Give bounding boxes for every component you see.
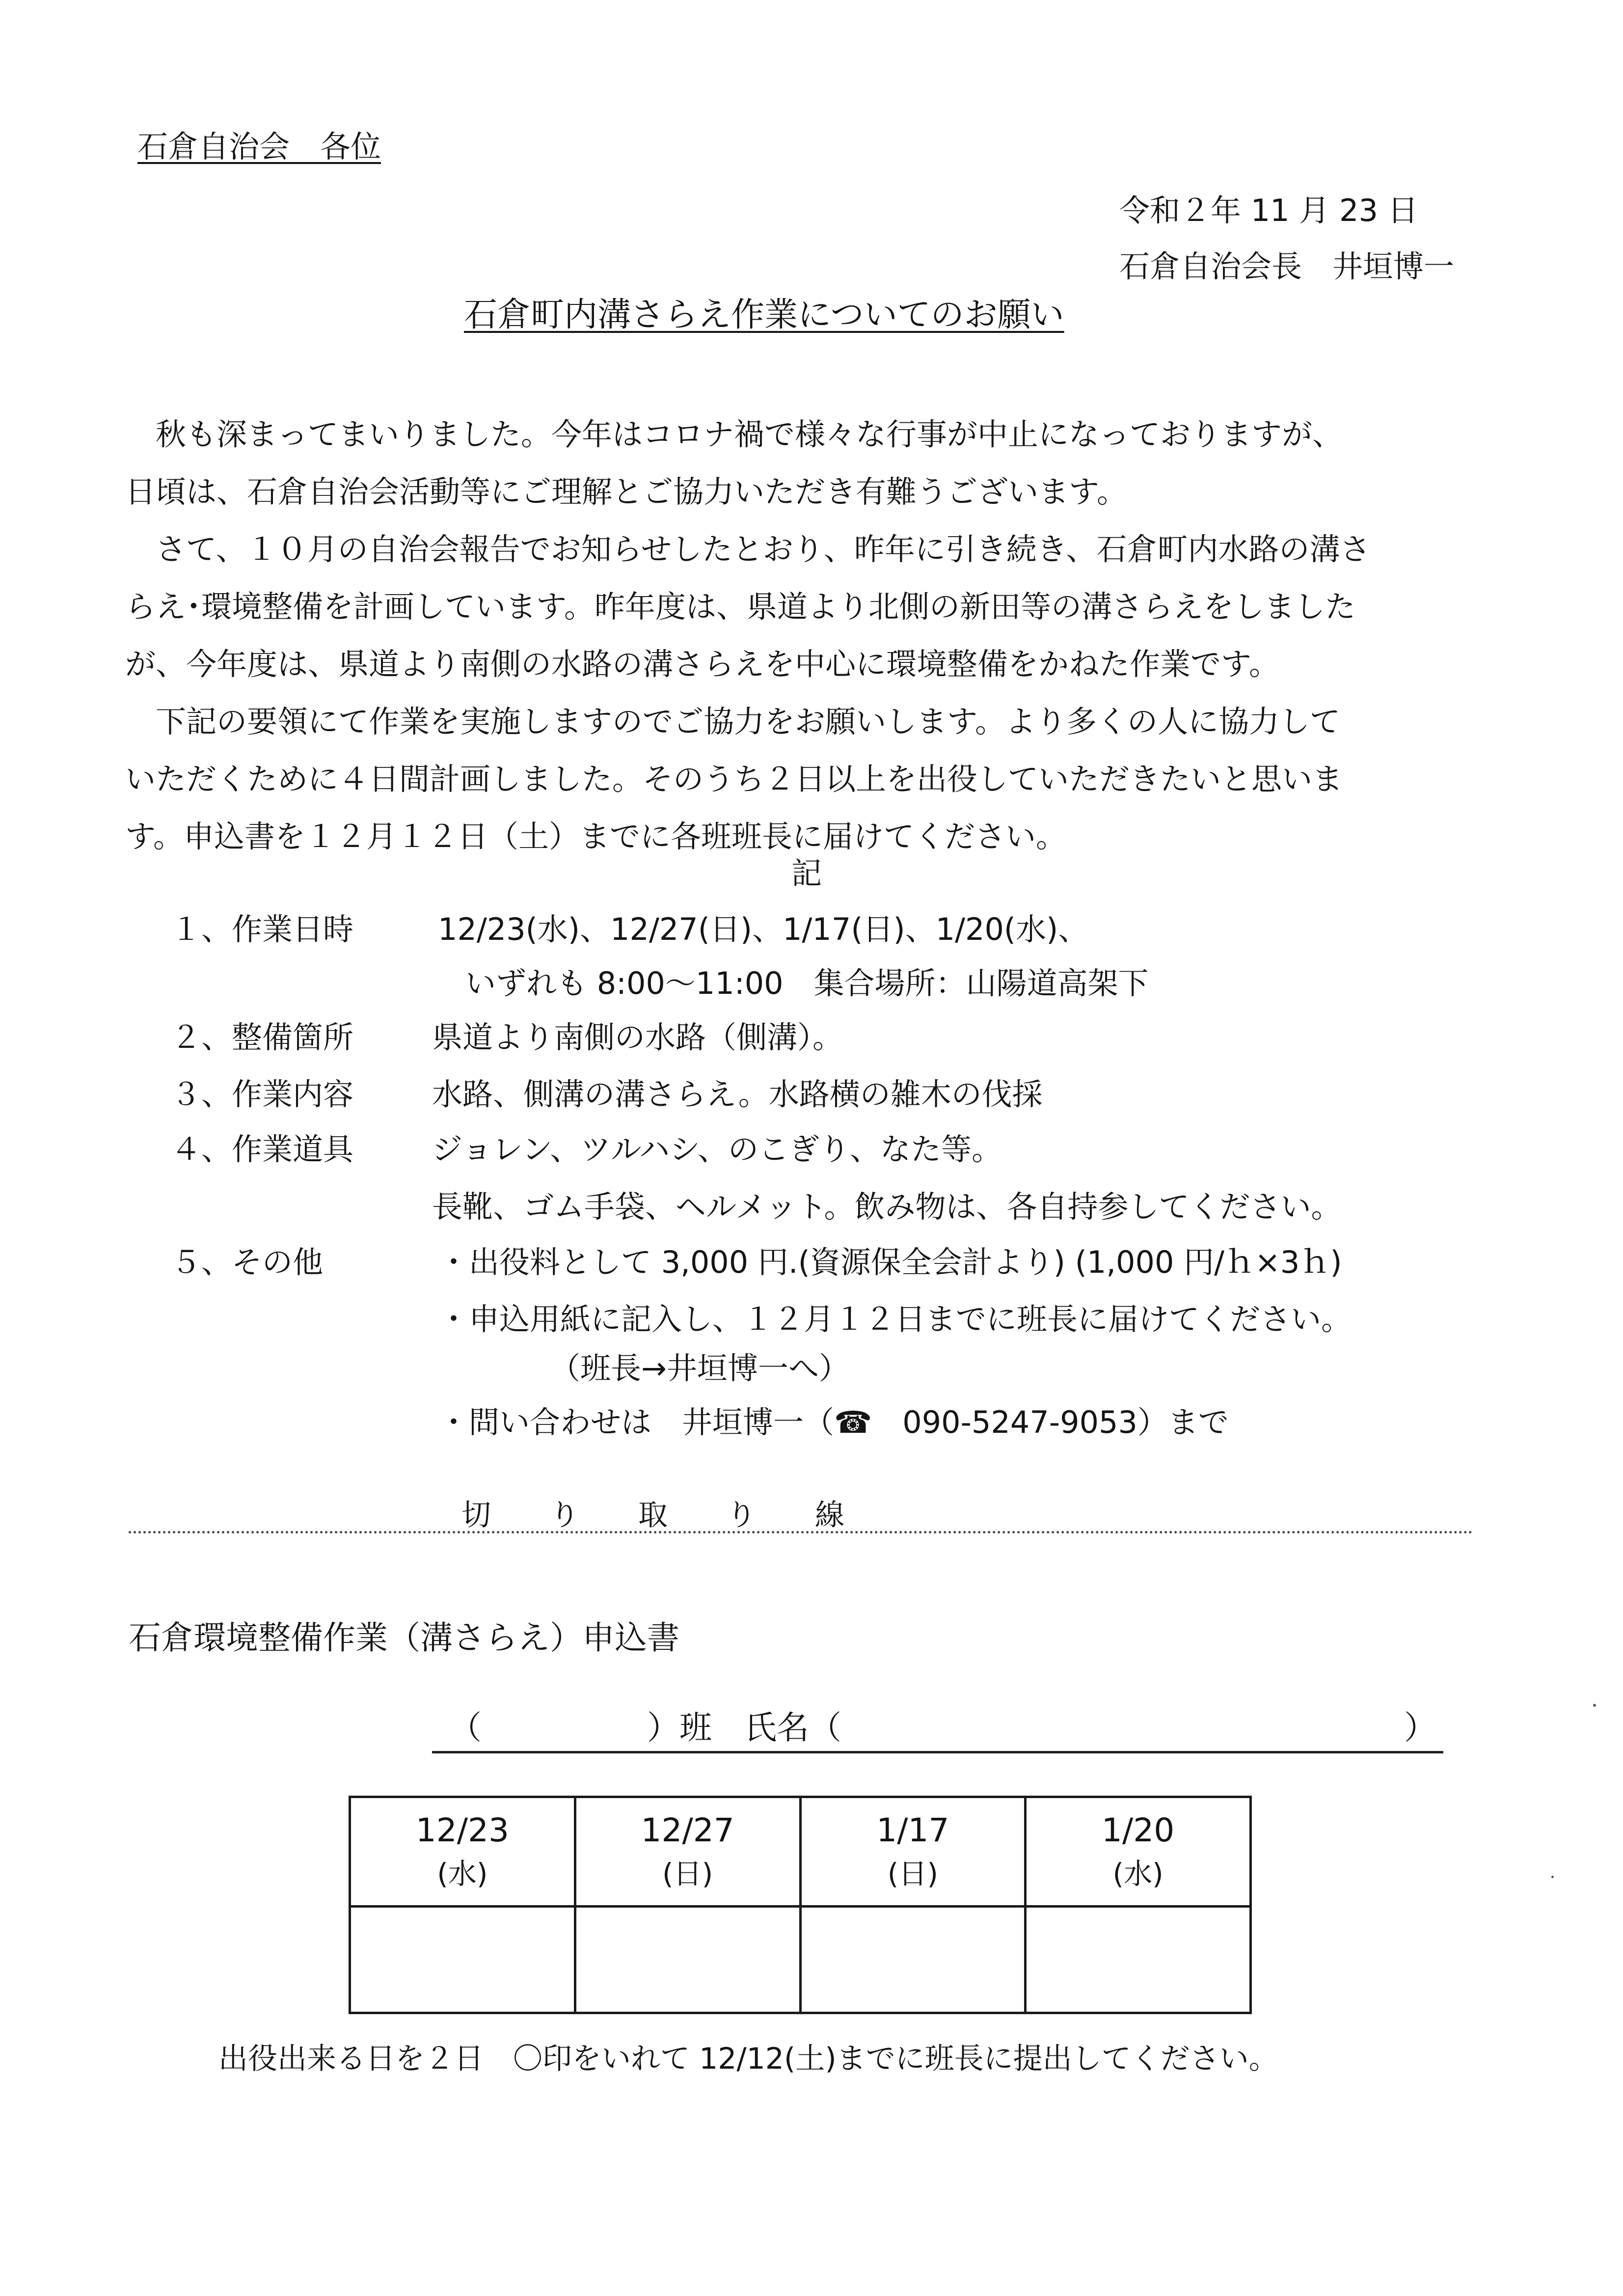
attendance-mark-cell[interactable] [1026, 1907, 1251, 2013]
weekday-label: (日) [662, 1857, 713, 1890]
table-input-row [350, 1907, 1251, 2013]
item-label-content: ３、作業内容 [171, 1076, 354, 1112]
date-label: 1/17 [876, 1811, 949, 1849]
body-line: が、今年度は、県道より南側の水路の溝さらえを中心に環境整備をかねた作業です。 [125, 646, 1280, 682]
inquiry-line [438, 1404, 1229, 1440]
item-value: （班長→井垣博一へ） [550, 1350, 849, 1386]
inquiry-phone: 090-5247-9053 [902, 1404, 1137, 1440]
attendance-mark-cell[interactable] [800, 1907, 1026, 2013]
item-label-schedule: １、作業日時 [171, 911, 354, 947]
name-close-paren: ） [1404, 1709, 1436, 1747]
document-title: 石倉町内溝さらえ作業についてのお願い [464, 296, 1064, 334]
sender: 石倉自治会長 井垣博一 [1119, 248, 1455, 284]
body-line: 日頃は、石倉自治会活動等にご理解とご協力いただき有難うございます。 [125, 474, 1128, 510]
body-text [125, 406, 1480, 865]
item-value: 12/23(水)、12/27(日)、1/17(日)、1/20(水)、 [438, 911, 1089, 947]
body-line: す。申込書を１２月１２日（土）までに各班班長に届けてください。 [125, 819, 1067, 854]
date-cell [350, 1797, 575, 1907]
body-line: らえ･環境整備を計画しています。昨年度は、県道より北側の新田等の溝さらえをしました [125, 589, 1356, 625]
han-name-label: ）班 氏名（ [647, 1709, 841, 1747]
ki-heading: 記 [791, 855, 822, 891]
item-value: 長靴、ゴム手袋、ヘルメット。飲み物は、各自持参してください。 [432, 1189, 1342, 1225]
attendance-table [349, 1796, 1252, 2014]
date-cell [800, 1797, 1026, 1907]
body-line: いただくために４日間計画しました。そのうち２日以上を出役していただきたいと思いま [125, 761, 1343, 797]
cut-line [129, 1531, 1473, 1533]
item-value: 水路、側溝の溝さらえ。水路横の雑木の伐採 [432, 1076, 1043, 1112]
item-value: ジョレン、ツルハシ、のこぎり、なた等。 [432, 1131, 1002, 1167]
attendance-mark-cell[interactable] [575, 1907, 800, 2013]
telephone-icon: ☎ [834, 1404, 872, 1440]
date-cell [575, 1797, 800, 1907]
weekday-label: (水) [437, 1857, 488, 1890]
body-line: さて、１０月の自治会報告でお知らせしたとおり、昨年に引き続き、石倉町内水路の溝さ [125, 531, 1371, 567]
han-open-paren: （ [449, 1709, 482, 1747]
name-underline [432, 1751, 1443, 1753]
item-value: 県道より南側の水路（側溝）。 [432, 1019, 843, 1055]
item-value: いずれも 8:00～11:00 集合場所：山陽道高架下 [465, 965, 1149, 1001]
scan-speck [1551, 1876, 1554, 1878]
body-line: 秋も深まってまいりました。今年はコロナ禍で様々な行事が中止になっておりますが、 [125, 416, 1343, 452]
weekday-label: (水) [1112, 1857, 1163, 1890]
date-label: 12/27 [641, 1811, 734, 1849]
item-value: ・出役料として 3,000 円.(資源保全会計より) (1,000 円/ｈ×3ｈ) [438, 1244, 1342, 1280]
item-label-tools: ４、作業道具 [171, 1131, 354, 1167]
table-header-row [350, 1797, 1251, 1907]
item-label-other: ５、その他 [171, 1244, 324, 1280]
inquiry-suffix: ）まで [1137, 1404, 1229, 1440]
inquiry-prefix: ・問い合わせは 井垣博一（ [438, 1404, 835, 1440]
scan-speck [1593, 1704, 1596, 1707]
document-date: 令和２年 11 月 23 日 [1119, 192, 1418, 228]
attendance-mark-cell[interactable] [350, 1907, 575, 2013]
addressee: 石倉自治会 各位 [137, 129, 381, 164]
date-label: 12/23 [415, 1811, 509, 1849]
cutline-label: 切 り 取 り 線 [461, 1498, 844, 1532]
item-value: ・申込用紙に記入し、１２月１２日までに班長に届けてください。 [438, 1301, 1352, 1337]
item-label-location: ２、整備箇所 [171, 1019, 354, 1055]
date-label: 1/20 [1102, 1811, 1175, 1849]
form-title: 石倉環境整備作業（溝さらえ）申込書 [129, 1619, 679, 1657]
date-cell [1026, 1797, 1251, 1907]
body-line: 下記の要領にて作業を実施しますのでご協力をお願いします。より多くの人に協力して [125, 704, 1341, 739]
form-note: 出役出来る日を２日 〇印をいれて 12/12(土)までに班長に提出してください。 [218, 2042, 1278, 2076]
weekday-label: (日) [887, 1857, 938, 1890]
